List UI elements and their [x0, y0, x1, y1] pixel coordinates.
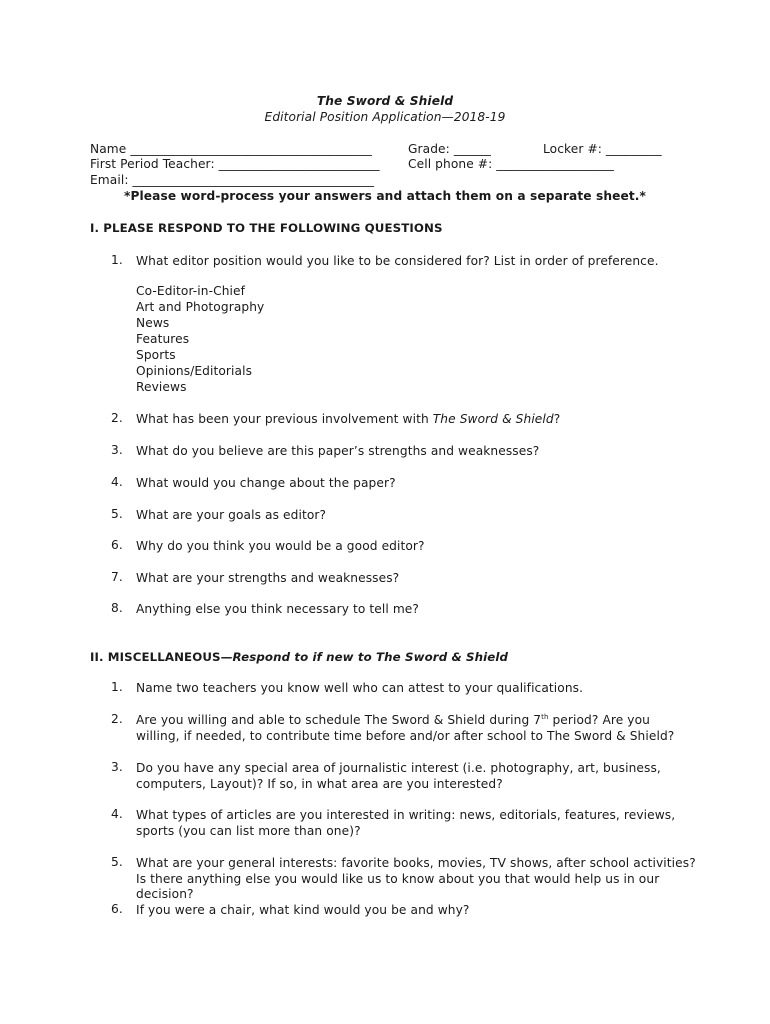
question-text: What types of articles are you interested in writing: news, editorials, features, reviews, — [136, 808, 676, 822]
question-text-continued: sports (you can list more than one)? — [136, 824, 361, 838]
question-text: Anything else you think necessary to tell me? — [136, 602, 419, 616]
question-text: What would you change about the paper? — [136, 476, 396, 490]
question-text-continued: computers, Layout)? If so, in what area are you interested? — [136, 777, 503, 791]
question-text-continued: Is there anything else you would like us to know about you that would help us in our — [136, 872, 660, 886]
section-2-heading — [90, 650, 508, 664]
grade-field: Grade: ______ — [408, 142, 492, 156]
question-number: 3. — [111, 760, 123, 774]
question-number: 5. — [111, 855, 123, 869]
document-subtitle: Editorial Position Application—2018-19 — [264, 110, 506, 124]
question-text-part: What has been your previous involvement with — [136, 412, 433, 426]
question-text: Do you have any special area of journalistic interest (i.e. photography, art, business, — [136, 761, 661, 775]
question-text: What are your general interests: favorite books, movies, TV shows, after school activities? — [136, 856, 696, 870]
position-option: News — [136, 316, 170, 330]
question-number: 3. — [111, 443, 123, 457]
position-option: Features — [136, 332, 190, 346]
position-option: Sports — [136, 348, 176, 362]
instruction-note: *Please word-process your answers and attach them on a separate sheet.* — [124, 189, 646, 203]
section-2-heading-qualifier: Respond to if new to The Sword & Shield — [232, 650, 509, 664]
question-number: 4. — [111, 807, 123, 821]
question-text-part: Are you willing and able to schedule The Sword & Shield during 7 — [136, 713, 542, 727]
section-2-heading-label: II. MISCELLANEOUS— — [90, 650, 233, 664]
question-text-continued: decision? — [136, 887, 194, 901]
question-text — [136, 712, 650, 728]
question-number: 7. — [111, 570, 123, 584]
name-field: Name _______________________________________ — [90, 142, 372, 156]
question-text-part: period? Are you — [548, 713, 650, 727]
question-text-part: ? — [553, 412, 561, 426]
section-1-heading: I. PLEASE RESPOND TO THE FOLLOWING QUESTIONS — [90, 221, 443, 235]
question-number: 5. — [111, 507, 123, 521]
ordinal-suffix: th — [541, 712, 549, 721]
position-option: Art and Photography — [136, 300, 265, 314]
question-number: 1. — [111, 253, 123, 267]
question-number: 4. — [111, 475, 123, 489]
question-number: 2. — [111, 411, 123, 425]
cell-phone-field: Cell phone #: ___________________ — [408, 157, 614, 171]
question-text: What are your goals as editor? — [136, 508, 327, 522]
position-option: Co-Editor-in-Chief — [136, 284, 245, 298]
question-text: Why do you think you would be a good editor? — [136, 539, 425, 553]
document-title: The Sword & Shield — [316, 94, 454, 108]
position-option: Opinions/Editorials — [136, 364, 253, 378]
question-number: 1. — [111, 680, 123, 694]
position-option: Reviews — [136, 380, 187, 394]
question-text: Name two teachers you know well who can attest to your qualifications. — [136, 681, 584, 695]
question-text: What editor position would you like to be considered for? List in order of preference. — [136, 254, 659, 268]
question-text — [136, 411, 560, 427]
question-text: What are your strengths and weaknesses? — [136, 571, 400, 585]
email-field: Email: _______________________________________ — [90, 173, 375, 187]
question-number: 8. — [111, 601, 123, 615]
question-text: What do you believe are this paper’s strengths and weaknesses? — [136, 444, 540, 458]
question-number: 6. — [111, 902, 123, 916]
question-text: If you were a chair, what kind would you be and why? — [136, 903, 470, 917]
first-period-teacher-field: First Period Teacher: __________________________ — [90, 157, 380, 171]
question-number: 2. — [111, 712, 123, 726]
question-number: 6. — [111, 538, 123, 552]
publication-name: The Sword & Shield — [432, 412, 554, 426]
question-text-continued: willing, if needed, to contribute time before and/or after school to The Sword & Shield? — [136, 729, 675, 743]
locker-field: Locker #: _________ — [543, 142, 662, 156]
